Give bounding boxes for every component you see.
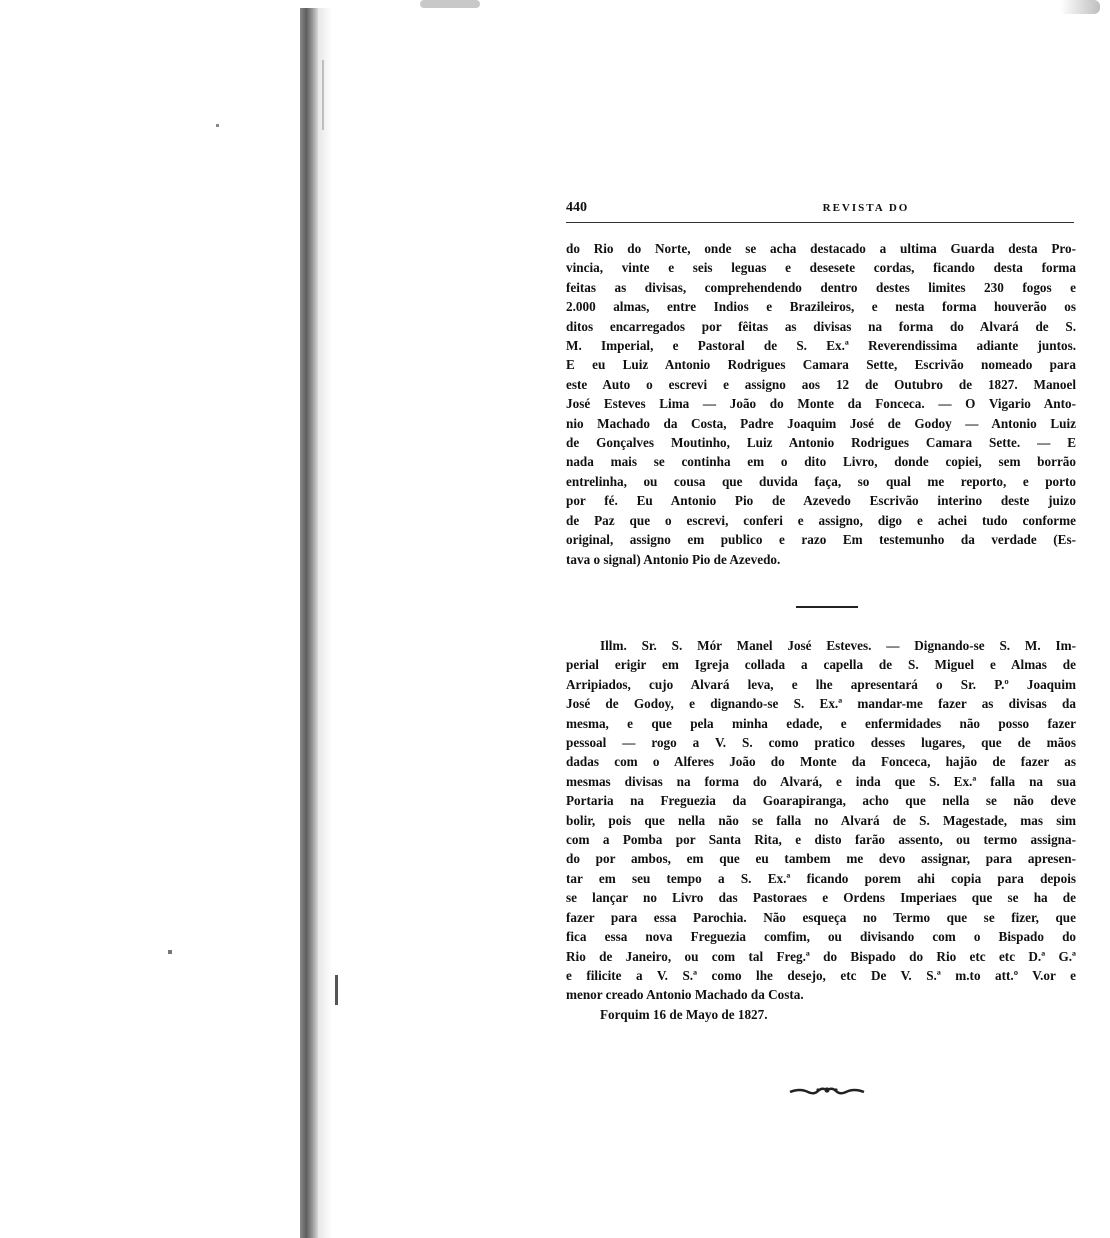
text-line: se lançar no Livro das Pastoraes e Ordens Imperiaes que se ha de <box>566 890 1076 906</box>
text-line: dadas com o Alferes João do Monte da Fonceca, hajão de fazer as <box>566 754 1076 770</box>
paragraph-auto <box>566 239 1076 569</box>
text-line: do Rio do Norte, onde se acha destacado a ultima Guarda desta Pro- <box>566 241 1076 256</box>
text-line: entrelinha, ou cousa que duvida faça, so qual me reporto, e porto <box>566 473 1076 489</box>
scan-speck <box>168 950 172 954</box>
scan-speck <box>216 124 219 127</box>
text-line: Rio de Janeiro, ou com tal Freg.ª do Bispado do Rio etc etc D.ª G.ª <box>566 948 1076 964</box>
page-edge-mark-lower <box>335 975 338 1005</box>
text-line: fazer para essa Parochia. Não esqueça no Termo que se fizer, que <box>566 909 1076 925</box>
text-line: do por ambos, em que eu tambem me devo assignar, para apresen- <box>566 851 1076 867</box>
scan-smudge <box>420 0 480 8</box>
text-line: pessoal — rogo a V. S. como pratico desses lugares, que de mãos <box>566 735 1076 751</box>
text-line: este Auto o escrevi e assigno aos 12 de Outubro de 1827. Manoel <box>566 376 1076 392</box>
text-line: de Gonçalves Moutinho, Luiz Antonio Rodrigues Camara Sette. — E <box>566 435 1076 451</box>
book-spine <box>300 8 318 1238</box>
text-line: E eu Luiz Antonio Rodrigues Camara Sette, Escrivão nomeado para <box>566 357 1076 373</box>
text-line: mesmas divisas na forma do Alvará, e inda que S. Ex.ª falla na sua <box>566 773 1076 789</box>
text-line: nio Machado da Costa, Padre Joaquim José de Godoy — Antonio Luiz <box>566 415 1076 431</box>
page-header <box>566 200 1076 222</box>
text-line: tar em seu tempo a S. Ex.ª ficando porem ahi copia para depois <box>566 870 1076 886</box>
text-line: Forquim 16 de Mayo de 1827. <box>600 1006 768 1022</box>
page-number: 440 <box>566 200 587 215</box>
text-line: ditos encarregados por fêitas as divisas na forma do Alvará de S. <box>566 318 1076 334</box>
page-gutter <box>0 0 300 1238</box>
spine-shadow <box>318 8 332 1238</box>
text-line: M. Imperial, e Pastoral de S. Ex.ª Reverendissima adiante juntos. <box>566 338 1076 354</box>
text-line: por fé. Eu Antonio Pio de Azevedo Escrivão interino deste juizo <box>566 493 1076 509</box>
text-line: José de Godoy, e dignando-se S. Ex.ª mandar-me fazer as divisas da <box>566 696 1076 712</box>
document-page <box>566 0 1076 1238</box>
text-line: feitas as divisas, comprehendendo dentro destes limites 230 fogos e <box>566 279 1076 295</box>
paragraph-letter <box>566 636 1076 1024</box>
text-line: de Paz que o escrevi, conferi e assigno, digo e achei tudo conforme <box>566 512 1076 528</box>
header-rule <box>566 222 1074 223</box>
text-line: fica essa nova Freguezia comfim, ou divisando com o Bispado do <box>566 929 1076 945</box>
text-line: com a Pomba por Santa Rita, e disto farão assento, ou termo assigna- <box>566 832 1076 848</box>
text-line: e filicite a V. S.ª como lhe desejo, etc De V. S.ª m.to att.º V.or e <box>566 967 1076 983</box>
text-line: menor creado Antonio Machado da Costa. <box>566 987 804 1003</box>
tailpiece-ornament-icon <box>788 1080 866 1100</box>
text-line: nada mais se continha em o dito Livro, donde copiei, sem borrão <box>566 454 1076 470</box>
page-edge-mark <box>322 60 324 130</box>
text-line: perial erigir em Igreja collada a capella de S. Miguel e Almas de <box>566 657 1076 673</box>
text-line: tava o signal) Antonio Pio de Azevedo. <box>566 551 781 567</box>
section-divider <box>796 606 858 608</box>
text-line: Illm. Sr. S. Mór Manel José Esteves. — Dignando-se S. M. Im- <box>600 638 1076 653</box>
text-line: José Esteves Lima — João do Monte da Fonceca. — O Vigario Anto- <box>566 396 1076 412</box>
text-line: Portaria na Freguezia da Goarapiranga, acho que nella se não deve <box>566 793 1076 809</box>
text-line: 2.000 almas, entre Indios e Brazileiros, e nesta forma houverão os <box>566 299 1076 315</box>
running-head: REVISTA DO <box>822 202 910 214</box>
text-line: mesma, e que pela minha edade, e enfermidades não posso fazer <box>566 715 1076 731</box>
text-line: Arripiados, cujo Alvará leva, e lhe apresentará o Sr. P.º Joaquim <box>566 676 1076 692</box>
text-line: bolir, pois que nella não se falla no Alvará de S. Magestade, mas sim <box>566 812 1076 828</box>
text-line: original, assigno em publico e razo Em testemunho da verdade (Es- <box>566 532 1076 548</box>
text-line: vincia, vinte e seis leguas e desesete cordas, ficando desta forma <box>566 260 1076 276</box>
